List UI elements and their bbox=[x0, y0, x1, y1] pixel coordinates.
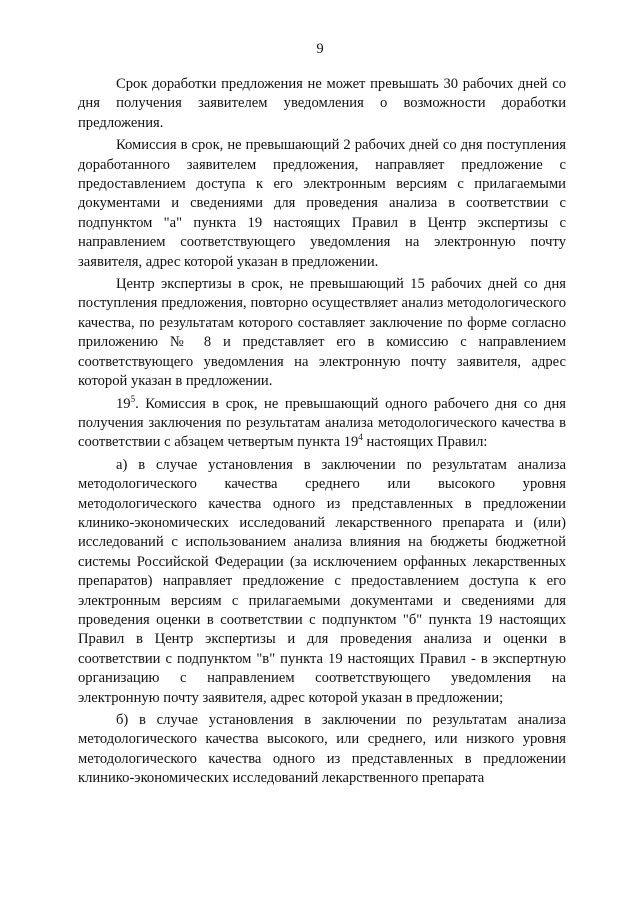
document-body bbox=[78, 75, 566, 792]
paragraph-rework-deadline: Срок доработки предложения не может превышать 30 рабочих дней со дня получения заявителем уведомления о возможности доработки предложения. bbox=[78, 76, 566, 131]
subclause-a: а) в случае установления в заключении по результатам анализа методологического качества среднего или высокого уровня методологического качества одного из представленных в предложении клинико-экономических исследований лекарственного препарата и (или) исследований с использованием анализа влияния на бюджеты бюджетной системы Российской Федерации (за исключением орфанных лекарственных препаратов) направляет предложение с предоставлением доступа к его электронным версиям с прилагаемыми документами и сведениями для проведения оценки в соответствии с подпунктом "б" пункта 19 настоящих Правил в Центр экспертизы и для проведения анализа и оценки в соответствии с подпунктом "в" пункта 19 настоящих Правил - в экспертную организацию с направлением соответствующего уведомления на электронную почту заявителя, адрес которой указан в предложении; bbox=[78, 456, 566, 706]
paragraph-19-5 bbox=[78, 395, 566, 453]
subclause-b: б) в случае установления в заключении по результатам анализа методологического качества высокого, или среднего, или низкого уровня методологического качества одного из представленных в предложении клинико-экономических исследований лекарственного препарата bbox=[78, 712, 566, 787]
clause-text-part-2: настоящих Правил: bbox=[362, 434, 488, 451]
paragraph-expertise-center-review: Центр экспертизы в срок, не превышающий 15 рабочих дней со дня поступления предложения, повторно осуществляет анализ методологического качества, по результатам которого составляет заключение по форме согласно приложению № 8 и представляет его в комиссию с направлением соответствующего уведомления на электронную почту заявителя, адрес которой указан в предложении. bbox=[78, 276, 566, 390]
clause-number: 19 bbox=[116, 395, 131, 412]
page-number: 9 bbox=[316, 41, 324, 57]
clause-number-superscript: 5 bbox=[130, 393, 136, 404]
paragraph-commission-forwarding: Комиссия в срок, не превышающий 2 рабочих дней со дня поступления доработанного заявителем предложения, направляет предложение с предоставлением доступа к его электронным версиям с прилагаемыми документами и сведениями для проведения анализа в соответствии с подпунктом "а" пункта 19 настоящих Правил в Центр экспертизы с направлением соответствующего уведомления на электронную почту заявителя, адрес которой указан в предложении. bbox=[78, 137, 566, 270]
clause-text-part-1: . Комиссия в срок, не превышающий одного рабочего дня со дня получения заключения по результатам анализа методологического качества в соответствии с абзацем четвертым пункта 19 bbox=[78, 395, 566, 451]
clause-reference-superscript: 4 bbox=[358, 432, 363, 443]
